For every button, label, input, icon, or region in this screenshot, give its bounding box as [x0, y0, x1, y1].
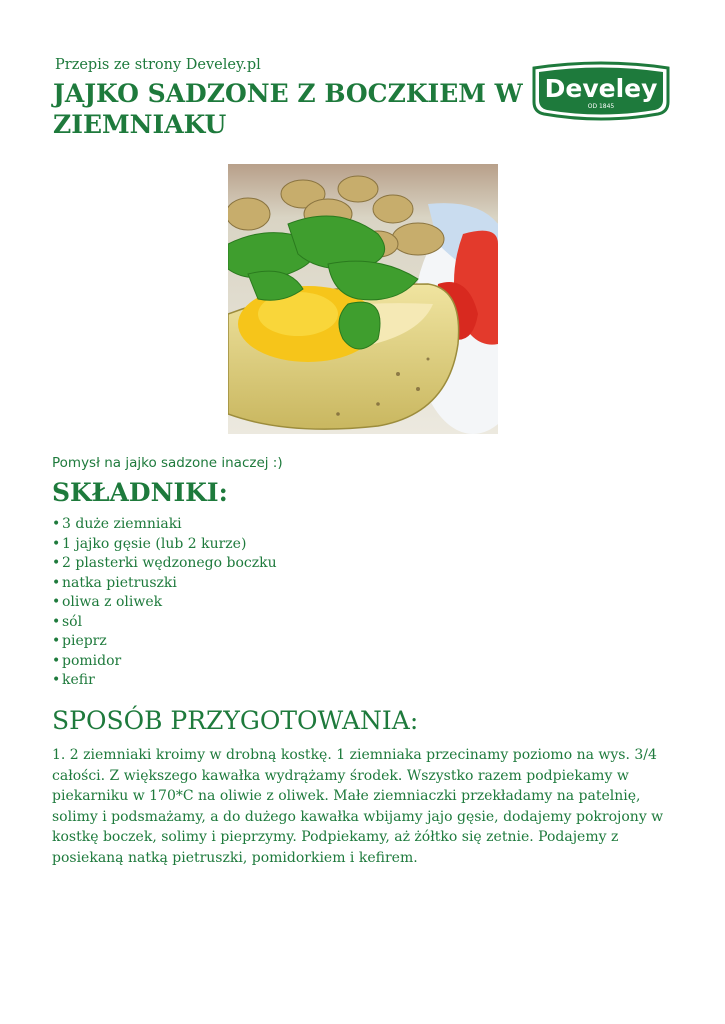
list-item: • kefir — [52, 671, 277, 691]
logo-brand: Develey — [544, 74, 658, 103]
develey-logo — [530, 60, 672, 128]
list-item: • pieprz — [52, 632, 277, 652]
list-item: • 1 jajko gęsie (lub 2 kurze) — [52, 535, 277, 555]
list-item: • 3 duże ziemniaki — [52, 515, 277, 535]
method-text: 1. 2 ziemniaki kroimy w drobną kostkę. 1 ziemniaka przecinamy poziomo na wys. 3/4 całości. Z większego kawałka wydrążamy środek. Wszystko razem podpiekamy w piekarniku w 170*C na oliwie z oliwek. Małe ziemniaczki przekładamy na patelnię, solimy i podsmażamy, a do dużego kawałka wbijamy jajo gęsie, dodajemy pokrojony w kostkę boczek, solimy i pieprzymy. Podpiekamy, aż żółtko się zetnie. Podajemy z posiekaną natką pietruszki, pomidorkiem i kefirem. — [52, 747, 664, 866]
ingredients-list — [52, 515, 277, 691]
recipe-photo-image — [228, 164, 498, 434]
logo-since: OD 1845 — [587, 103, 615, 110]
source-text: Przepis ze strony Develey.pl — [55, 57, 261, 73]
intro-text: Pomysł na jajko sadzone inaczej :) — [52, 455, 283, 471]
list-item: • natka pietruszki — [52, 574, 277, 594]
ingredients-heading: SKŁADNIKI: — [52, 478, 228, 507]
page-title: JAJKO SADZONE Z BOCZKIEM W ZIEMNIAKU — [53, 79, 523, 139]
list-item: • oliwa z oliwek — [52, 593, 277, 613]
recipe-photo — [228, 164, 498, 434]
list-item: • pomidor — [52, 652, 277, 672]
list-item: • 2 plasterki wędzonego boczku — [52, 554, 277, 574]
develey-logo-graphic — [530, 60, 672, 124]
method-heading: SPOSÓB PRZYGOTOWANIA: — [52, 706, 419, 735]
list-item: • sól — [52, 613, 277, 633]
